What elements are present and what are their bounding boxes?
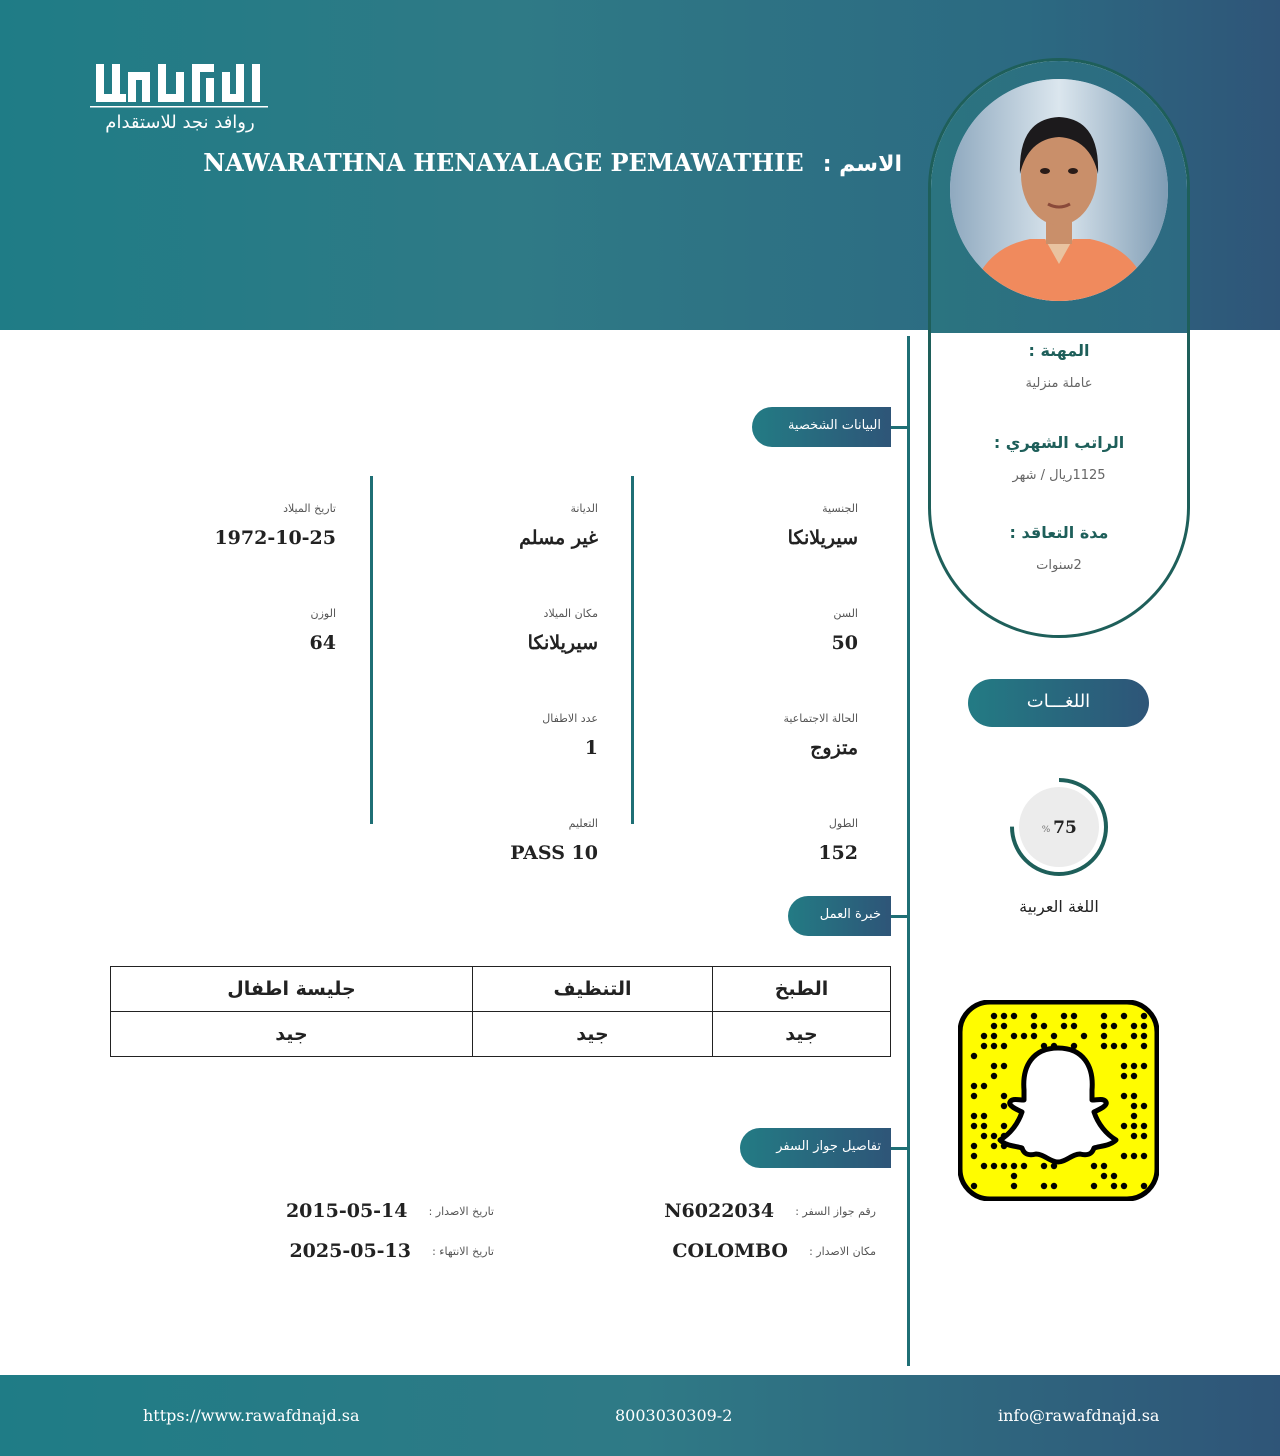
snapcode-dot (991, 1023, 997, 1029)
snapcode-dot (1011, 1013, 1017, 1019)
snapcode-dot (1101, 1033, 1107, 1039)
snapcode-dot (1101, 1163, 1107, 1169)
snapcode-dot (1131, 1073, 1137, 1079)
snapcode-dot (991, 1133, 997, 1139)
snapcode-dot (1111, 1173, 1117, 1179)
snapcode-dot (991, 1063, 997, 1069)
snapcode-dot (1101, 1173, 1107, 1179)
snapcode-dot (1141, 1043, 1147, 1049)
personal-field-birthdate (96, 502, 336, 585)
column-divider (631, 476, 634, 824)
footer-phone[interactable]: 8003030309-2 (615, 1406, 733, 1425)
personal-field-children (358, 712, 598, 795)
birthplace-label: مكان الميلاد (543, 607, 598, 620)
salary-block (931, 433, 1187, 483)
birthplace-value: سيريلانكا (527, 632, 598, 654)
timeline-divider (907, 336, 910, 1366)
passport-expiry-row (289, 1240, 494, 1262)
skill-header-cleaning: التنظيف (473, 967, 713, 1012)
snapcode-dot (991, 1033, 997, 1039)
snapcode-dot (1121, 1093, 1127, 1099)
religion-label: الديانة (570, 502, 598, 515)
worker-photo (950, 79, 1168, 301)
snapcode-dot (971, 1153, 977, 1159)
snapcode-dot (1031, 1023, 1037, 1029)
marital-status-value: متزوج (810, 737, 858, 759)
snapcode-dot (1141, 1183, 1147, 1189)
birthdate-label: تاريخ الميلاد (283, 502, 336, 515)
snapcode-dot (1011, 1163, 1017, 1169)
snapcode-dot (981, 1123, 987, 1129)
skill-level-cleaning: جيد (473, 1012, 713, 1057)
passport-issue-date-row (286, 1200, 494, 1222)
passport-expiry-value: 2025-05-13 (289, 1240, 411, 1262)
footer-bar (0, 1375, 1280, 1456)
profession-value: عاملة منزلية (1025, 376, 1093, 391)
snapcode-dot (971, 1093, 977, 1099)
skill-header-babysitting: جليسة اطفال (111, 967, 473, 1012)
arabic-language-gauge (1008, 776, 1110, 878)
column-divider (370, 476, 373, 824)
snapcode-dot (1141, 1063, 1147, 1069)
gauge-percent-sign: % (1041, 825, 1051, 835)
personal-column-2 (358, 480, 598, 900)
personal-field-marital-status (618, 712, 858, 795)
passport-number-row (664, 1200, 876, 1222)
passport-number-value: N6022034 (664, 1200, 775, 1222)
passport-issue-date-label: تاريخ الاصدار : (428, 1204, 494, 1218)
snapcode-dot (981, 1113, 987, 1119)
snapcode-dot (1001, 1123, 1007, 1129)
snapcode-dot (1141, 1103, 1147, 1109)
passport-issue-place-label: مكان الاصدار : (809, 1244, 876, 1258)
snapcode-dot (971, 1123, 977, 1129)
snapcode-dot (1101, 1043, 1107, 1049)
languages-title: اللغـــات (968, 679, 1149, 727)
passport-number-label: رقم جواز السفر : (795, 1204, 876, 1218)
contract-block (931, 523, 1187, 573)
snapcode-dot (1141, 1133, 1147, 1139)
children-label: عدد الاطفال (542, 712, 598, 725)
snapcode-dot (1041, 1163, 1047, 1169)
snapcode-dot (1001, 1063, 1007, 1069)
table-row (111, 1012, 891, 1057)
snapcode-dot (1131, 1103, 1137, 1109)
snapcode-dot (991, 1073, 997, 1079)
snapcode-dot (1031, 1013, 1037, 1019)
height-value: 152 (818, 842, 858, 864)
snapcode-dot (971, 1143, 977, 1149)
arabic-language-label: اللغة العربية (1019, 897, 1099, 916)
skill-header-cooking: الطبخ (713, 967, 891, 1012)
snapcode-dot (1001, 1013, 1007, 1019)
snapcode-dot (971, 1183, 977, 1189)
snapcode-dot (1131, 1033, 1137, 1039)
age-label: السن (833, 607, 858, 620)
worker-name-row (203, 148, 902, 177)
profile-card (928, 58, 1190, 638)
religion-value: غير مسلم (519, 527, 598, 549)
snapcode-dot (1081, 1033, 1087, 1039)
weight-label: الوزن (310, 607, 336, 620)
profession-block (931, 341, 1187, 391)
nationality-label: الجنسية (822, 502, 858, 515)
footer-website-link[interactable]: https://www.rawafdnajd.sa (143, 1406, 360, 1425)
snapcode-dot (1021, 1033, 1027, 1039)
snapcode-dot (1001, 1023, 1007, 1029)
gauge-percent-value: 75 (1053, 818, 1077, 838)
snapcode-dot (991, 1043, 997, 1049)
contract-value: 2سنوات (1036, 558, 1082, 573)
snapcode-dot (1041, 1023, 1047, 1029)
passport-issue-place-value: COLOMBO (672, 1240, 788, 1262)
contract-label: مدة التعاقد : (1009, 523, 1109, 542)
height-label: الطول (828, 817, 858, 830)
profession-label: المهنة : (1028, 341, 1090, 360)
children-value: 1 (584, 737, 598, 759)
snapcode-dot (1091, 1163, 1097, 1169)
snapchat-qr-code[interactable] (958, 1000, 1159, 1201)
snapcode-dot (1121, 1153, 1127, 1159)
snapcode-dot (1121, 1013, 1127, 1019)
snapcode-dot (971, 1053, 977, 1059)
snapcode-dot (1071, 1013, 1077, 1019)
snapcode-dot (1121, 1183, 1127, 1189)
marital-status-label: الحالة الاجتماعية (783, 712, 858, 725)
personal-field-weight (96, 607, 336, 690)
snapcode-dot (1101, 1023, 1107, 1029)
passport-issue-place-row (672, 1240, 876, 1262)
snapcode-dot (1141, 1023, 1147, 1029)
snapcode-dot (1131, 1093, 1137, 1099)
passport-expiry-label: تاريخ الانتهاء : (432, 1244, 494, 1258)
personal-field-nationality (618, 502, 858, 585)
personal-field-height (618, 817, 858, 900)
table-header-row (111, 967, 891, 1012)
snapcode-dot (1091, 1183, 1097, 1189)
snapcode-dot (1121, 1123, 1127, 1129)
snapcode-dot (1061, 1013, 1067, 1019)
snapcode-dot (1011, 1173, 1017, 1179)
snapcode-dot (991, 1013, 997, 1019)
snapcode-dot (1141, 1033, 1147, 1039)
personal-field-birthplace (358, 607, 598, 690)
company-logo-text: روافد نجد للاستقدام (105, 112, 255, 133)
personal-column-1 (618, 480, 858, 900)
snapcode-dot (1101, 1013, 1107, 1019)
snapcode-dot (1001, 1093, 1007, 1099)
nationality-value: سيريلانكا (787, 527, 858, 549)
snapcode-dot (1031, 1033, 1037, 1039)
footer-email-link[interactable]: info@rawafdnajd.sa (998, 1406, 1160, 1425)
snapcode-dot (1061, 1023, 1067, 1029)
snapcode-dot (1071, 1023, 1077, 1029)
worker-name: NAWARATHNA HENAYALAGE PEMAWATHIE (203, 148, 804, 177)
snapcode-dot (981, 1083, 987, 1089)
salary-value: 1125ريال / شهر (1012, 468, 1106, 483)
skills-table (110, 966, 891, 1057)
weight-value: 64 (309, 632, 336, 654)
snapcode-dot (1131, 1113, 1137, 1119)
snapcode-dot (1001, 1163, 1007, 1169)
personal-field-education (358, 817, 598, 900)
snapcode-dot (1001, 1043, 1007, 1049)
snapcode-dot (1111, 1023, 1117, 1029)
snapcode-dot (1121, 1043, 1127, 1049)
personal-column-3 (96, 480, 336, 690)
snapcode-dot (981, 1163, 987, 1169)
birthdate-value: 1972-10-25 (214, 527, 336, 549)
snapcode-dot (1121, 1073, 1127, 1079)
snapcode-dot (981, 1033, 987, 1039)
snapcode-dot (1141, 1153, 1147, 1159)
snapcode-dot (1131, 1063, 1137, 1069)
snapcode-dot (1141, 1123, 1147, 1129)
snapcode-dot (1051, 1183, 1057, 1189)
snapcode-dot (1131, 1023, 1137, 1029)
snapcode-dot (1131, 1133, 1137, 1139)
snapcode-dot (971, 1113, 977, 1119)
snapcode-dot (1131, 1123, 1137, 1129)
snapcode-dot (991, 1143, 997, 1149)
salary-label: الراتب الشهري : (993, 433, 1125, 452)
snapcode-dot (1011, 1183, 1017, 1189)
personal-field-age (618, 607, 858, 690)
snapcode-dot (1111, 1043, 1117, 1049)
section-passport-details: تفاصيل جواز السفر (740, 1128, 891, 1168)
section-personal-data: البيانات الشخصية (752, 407, 891, 447)
snapcode-dot (1141, 1013, 1147, 1019)
age-value: 50 (831, 632, 858, 654)
snapcode-dot (991, 1163, 997, 1169)
snapcode-dot (1001, 1103, 1007, 1109)
snapcode-dot (1111, 1183, 1117, 1189)
name-label: الاسم : (822, 152, 902, 177)
snapcode-dot (1021, 1163, 1027, 1169)
snapcode-dot (971, 1083, 977, 1089)
snapcode-dot (1011, 1033, 1017, 1039)
snapcode-dot (1051, 1033, 1057, 1039)
skill-level-babysitting: جيد (111, 1012, 473, 1057)
education-value: PASS 10 (510, 842, 598, 864)
snapcode-dot (1131, 1153, 1137, 1159)
education-label: التعليم (568, 817, 598, 830)
snapcode-dot (981, 1133, 987, 1139)
section-work-experience: خبرة العمل (788, 896, 891, 936)
snapcode-dot (981, 1043, 987, 1049)
personal-field-religion (358, 502, 598, 585)
snapcode-dot (1121, 1063, 1127, 1069)
passport-issue-date-value: 2015-05-14 (285, 1200, 408, 1222)
snapcode-dot (1041, 1183, 1047, 1189)
skill-level-cooking: جيد (713, 1012, 891, 1057)
